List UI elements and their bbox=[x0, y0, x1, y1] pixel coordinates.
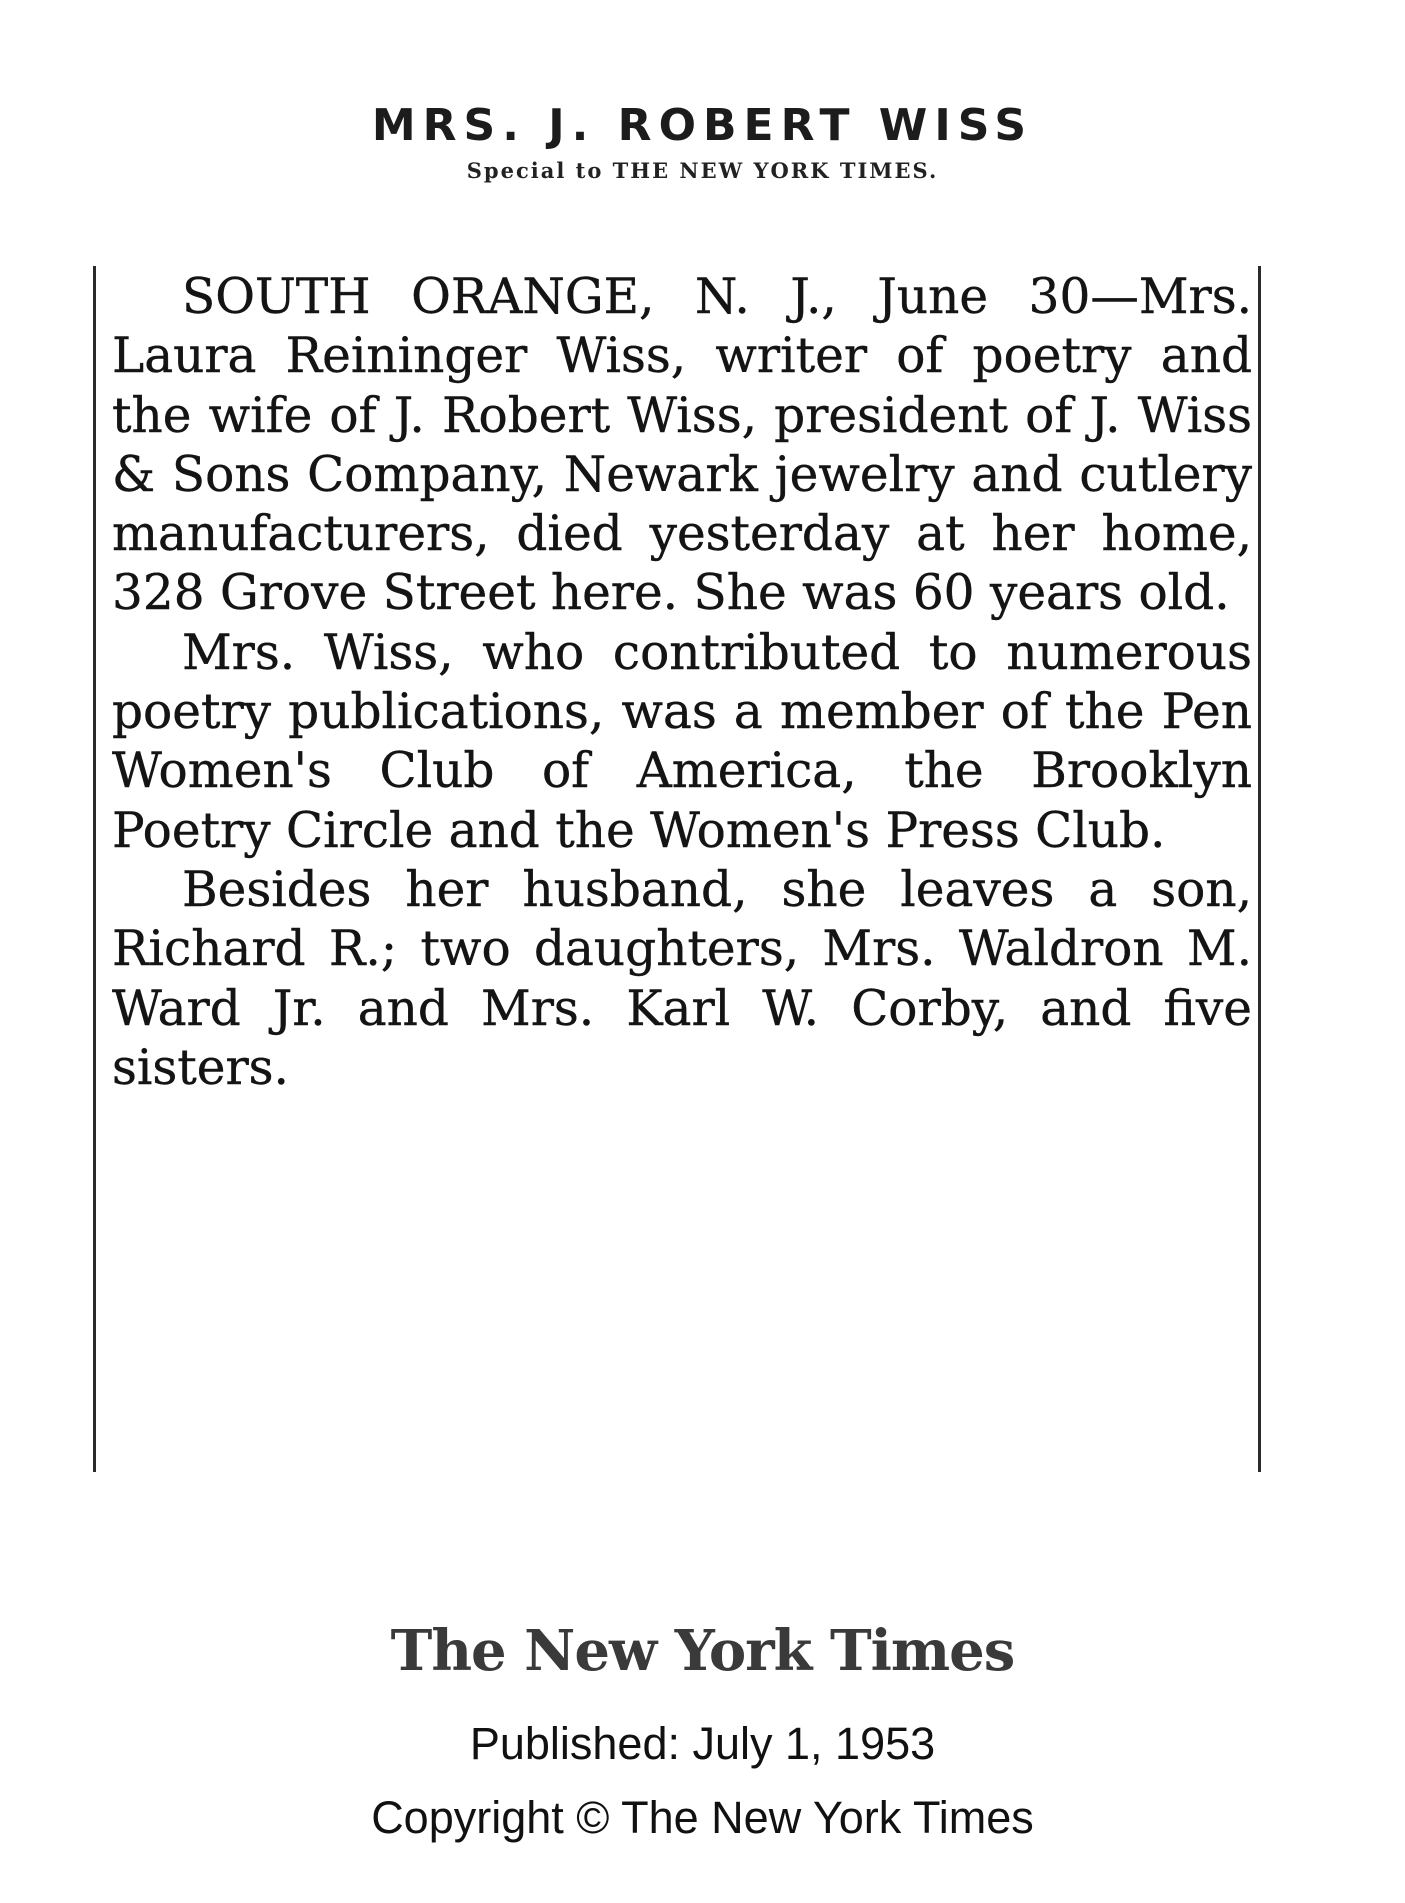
article-body bbox=[112, 268, 1252, 1098]
article-paragraph: Besides her husband, she leaves a son, Richard R.; two daughters, Mrs. Waldron M. Ward Jr. and Mrs. Karl W. Corby, and five sisters. bbox=[112, 861, 1252, 1096]
published-date: Published: July 1, 1953 bbox=[469, 1718, 936, 1769]
article-paragraph: SOUTH ORANGE, N. J., June 30—Mrs. Laura Reininger Wiss, writer of poetry and the wife of J. Robert Wiss, president of J. Wiss & Sons Company, Newark jewelry and cutlery manufacturers, died yesterday at her home, 328 Grove Street here. She was 60 years old. bbox=[112, 269, 1252, 622]
copyright-notice: Copyright © The New York Times bbox=[371, 1792, 1034, 1843]
article-paragraph: Mrs. Wiss, who contributed to numerous poetry publications, was a member of the Pen Women's Club of America, the Brooklyn Poetry Circle and the Women's Press Club. bbox=[112, 624, 1252, 859]
dateline-credit: Special to THE NEW YORK TIMES. bbox=[466, 158, 939, 183]
headline: MRS. J. ROBERT WISS bbox=[371, 100, 1034, 151]
nyt-masthead-logo: The New York Times bbox=[390, 1618, 1015, 1684]
